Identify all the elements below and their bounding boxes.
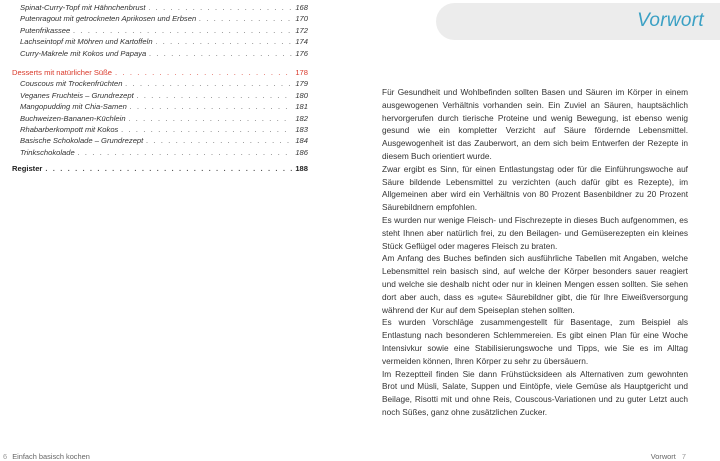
toc-leader-dots bbox=[137, 90, 293, 101]
toc-register-page: 188 bbox=[295, 164, 308, 174]
paragraph: Es wurden Vorschläge zusammengestellt für Basentage, zum Beispiel als Entlastung nach besonderen Schlemmereien. Es gibt einen Plan für eine Woche Intensivkur sowie eine Stabilisierungswoche und Tipps, wie Sie es im Alltag vermeiden können, Ihren Körper zu sehr zu übersäuern. bbox=[382, 317, 688, 366]
toc-entry-title: Buchweizen-Bananen-Küchlein bbox=[20, 113, 126, 123]
footer-right bbox=[651, 452, 686, 461]
toc-entry-title: Trinkschokolade bbox=[20, 147, 75, 157]
toc-leader-dots bbox=[146, 135, 292, 146]
paragraph: Es wurden nur wenige Fleisch- und Fischrezepte in dieses Buch aufgenommen, es steht Ihnen aber natürlich frei, zu den Beilagen- und Gemüserezepten ein kleines Stück Geflügel oder mageres Fleisch zu braten. bbox=[382, 214, 688, 251]
page-number-left: 6 bbox=[3, 452, 8, 461]
toc-entry-title: Putenragout mit getrockneten Aprikosen und Erbsen bbox=[20, 14, 197, 24]
toc-chapter-title: Desserts mit natürlicher Süße bbox=[12, 67, 113, 77]
toc-entry[interactable] bbox=[12, 48, 308, 59]
toc-entry[interactable] bbox=[12, 147, 308, 158]
toc-leader-dots bbox=[129, 113, 293, 124]
toc-chapter-page: 178 bbox=[295, 67, 308, 77]
toc-leader-dots bbox=[199, 13, 292, 24]
toc-entry-title: Curry-Makrele mit Kokos und Papaya bbox=[20, 48, 147, 58]
toc-entry-title: Basische Schokolade – Grundrezept bbox=[20, 136, 144, 146]
page-number-right: 7 bbox=[681, 452, 686, 461]
toc-leader-dots bbox=[78, 147, 293, 158]
toc-leader-dots bbox=[73, 25, 292, 36]
toc-entry[interactable] bbox=[12, 2, 308, 13]
toc-entry-page: 172 bbox=[295, 25, 308, 35]
right-page bbox=[360, 0, 720, 461]
toc-entry[interactable] bbox=[12, 124, 308, 135]
toc-leader-dots bbox=[115, 67, 292, 78]
toc-entry-page: 168 bbox=[295, 3, 308, 12]
body-text bbox=[382, 86, 688, 419]
toc-entry-title: Couscous mit Trockenfrüchten bbox=[20, 79, 123, 89]
toc-entry[interactable] bbox=[12, 36, 308, 47]
toc-leader-dots bbox=[125, 78, 292, 89]
toc-entry-title: Putenfrikassee bbox=[20, 25, 71, 35]
toc-entry-title: Mangopudding mit Chia-Samen bbox=[20, 102, 127, 112]
toc-register-title: Register bbox=[12, 164, 43, 174]
toc-entry[interactable] bbox=[12, 78, 308, 89]
toc-leader-dots bbox=[130, 101, 293, 112]
toc-entry-page: 176 bbox=[295, 48, 308, 58]
toc-entry[interactable] bbox=[12, 135, 308, 146]
toc-leader-dots bbox=[156, 36, 293, 47]
toc-leader-dots bbox=[149, 48, 292, 59]
toc-entry-page: 184 bbox=[295, 136, 308, 146]
toc-entry-title: Lachseintopf mit Möhren und Kartoffeln bbox=[20, 37, 153, 47]
toc-entry[interactable] bbox=[12, 13, 308, 24]
paragraph: Am Anfang des Buches befinden sich ausführliche Tabellen mit Angaben, welche Lebensmittel rein basisch sind, auf welche der Körper besonders sauer reagiert und welche sie deshalb nicht oder nur in kleinen Mengen essen sollten. Sie sehen dort aber auch, dass es »gute« Säurebildner gibt, die für Ihre Eiweißversorgung während der Kur auf dem Speiseplan stehen sollten. bbox=[382, 253, 688, 315]
toc-entry[interactable] bbox=[12, 113, 308, 124]
paragraph: Zwar ergibt es Sinn, für einen Entlastungstag oder für die Einführungswoche auf Säure bildende Lebensmittel zu verzichten (auch dafür gibt es Rezepte), im Allgemeinen aber wird ein Verhältnis von 80 Prozent Basenbildner zu 20 Prozent Säurebildnern empfohlen. bbox=[382, 163, 688, 213]
book-title: Einfach basisch kochen bbox=[12, 452, 90, 461]
toc-leader-dots bbox=[45, 163, 292, 174]
toc-entry-page: 183 bbox=[295, 124, 308, 134]
table-of-contents bbox=[12, 2, 308, 174]
footer-left bbox=[3, 452, 90, 461]
toc-entry[interactable] bbox=[12, 101, 308, 112]
toc-entry-page: 182 bbox=[295, 113, 308, 123]
toc-entry[interactable] bbox=[12, 90, 308, 101]
toc-entry-title: Spinat-Curry-Topf mit Hähnchenbrust bbox=[20, 3, 146, 12]
toc-entry-page: 181 bbox=[295, 102, 308, 112]
toc-spacer bbox=[12, 59, 308, 67]
toc-entry-page: 170 bbox=[295, 14, 308, 24]
toc-entry-page: 174 bbox=[295, 37, 308, 47]
toc-leader-dots bbox=[149, 2, 293, 13]
toc-entry-page: 186 bbox=[295, 147, 308, 157]
toc-entry[interactable] bbox=[12, 25, 308, 36]
toc-entry-page: 180 bbox=[295, 90, 308, 100]
page-title: Vorwort bbox=[637, 10, 704, 31]
chapter-banner bbox=[436, 3, 720, 40]
toc-chapter-desserts[interactable] bbox=[12, 67, 308, 78]
toc-leader-dots bbox=[121, 124, 292, 135]
toc-entry-page: 179 bbox=[295, 79, 308, 89]
chapter-title-footer: Vorwort bbox=[650, 452, 676, 461]
paragraph: Im Rezeptteil finden Sie dann Frühstücksideen als Alternativen zum gewohnten Brot und Müsli, Salate, Suppen und Eintöpfe, viele Gemüse als Hauptgericht und Beilage, Risotti mit und ohne Reis, Couscous-Variationen und zu guter Letzt auch noch Süßes, ganz ohne zusätzlichen Zucker. bbox=[382, 368, 688, 417]
toc-entry-title: Veganes Fruchteis – Grundrezept bbox=[20, 90, 134, 100]
paragraph: Für Gesundheit und Wohlbefinden sollten Basen und Säuren im Körper in einem ausgewogenen Verhältnis vorhanden sein. Ein Zuviel an Säuren, hauptsächlich hervorgerufen durch tierische Proteine und wenig Bewegung, ist ebenso wenig gesund wie ein kompletter Verzicht auf Säure fördernde Lebensmittel. Ausgewogenheit ist das Zauberwort, an dem sich beim Entwerfen der Rezepte in diesem Buch orientiert wurde. bbox=[382, 87, 688, 161]
toc-register[interactable] bbox=[12, 163, 308, 174]
toc-entry-title: Rhabarberkompott mit Kokos bbox=[20, 124, 119, 134]
